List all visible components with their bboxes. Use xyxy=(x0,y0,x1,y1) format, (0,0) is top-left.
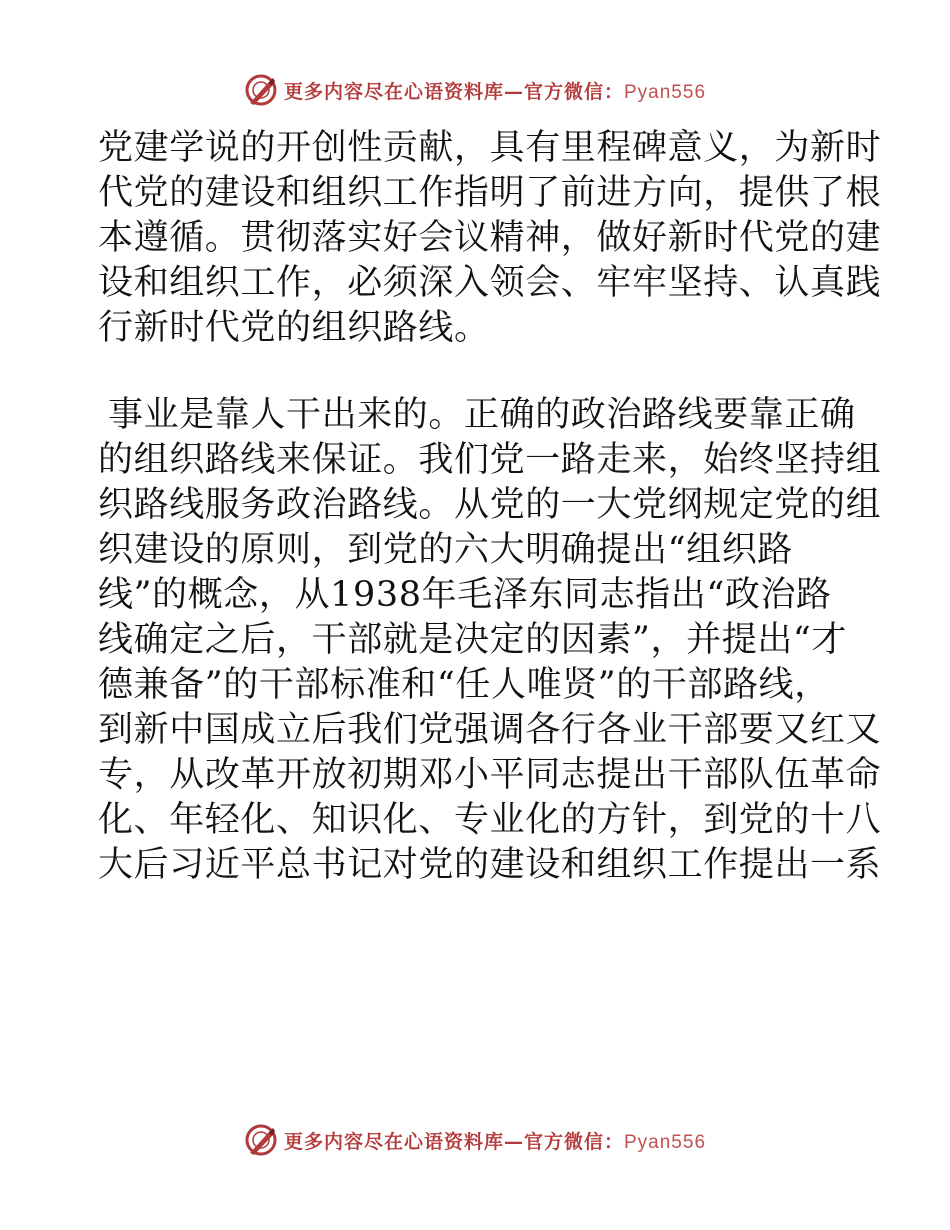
footer-banner xyxy=(0,1120,950,1160)
pen-logo-icon xyxy=(244,1123,278,1157)
paragraph-line: 德兼备”的干部标准和“任人唯贤”的干部路线， xyxy=(98,665,830,705)
document-body xyxy=(98,126,882,888)
paragraph-line: 化、年轻化、知识化、专业化的方针，到党的十八 xyxy=(98,800,882,840)
footer-banner-handle: Pyan556 xyxy=(624,1131,707,1153)
footer-banner-text: 更多内容尽在心语资料库—官方微信：Pyan556 xyxy=(283,1130,707,1153)
paragraph-line: 本遵循。贯彻落实好会议精神，做好新时代党的建 xyxy=(98,218,882,258)
paragraph-line: 专，从改革开放初期邓小平同志提出干部队伍革命 xyxy=(98,755,882,795)
paragraph-line: 设和组织工作，必须深入领会、牢牢坚持、认真践 xyxy=(98,263,882,303)
paragraph-line: 线确定之后，干部就是决定的因素”，并提出“才 xyxy=(98,620,847,660)
paragraph-line: 代党的建设和组织工作指明了前进方向，提供了根 xyxy=(98,173,882,213)
paragraph-line: 到新中国成立后我们党强调各行各业干部要又红又 xyxy=(98,710,882,750)
paragraph-1 xyxy=(98,126,882,351)
paragraph-line: 织建设的原则，到党的六大明确提出“组织路 xyxy=(98,530,793,570)
header-banner-text: 更多内容尽在心语资料库—官方微信：Pyan556 xyxy=(283,80,707,103)
header-banner-handle: Pyan556 xyxy=(624,81,707,103)
pen-logo-icon xyxy=(244,73,278,107)
paragraph-line: 事业是靠人干出来的。正确的政治路线要靠正确 xyxy=(108,395,856,435)
paragraph-line: 线”的概念，从1938年毛泽东同志指出“政治路 xyxy=(98,575,832,615)
paragraph-line: 织路线服务政治路线。从党的一大党纲规定党的组 xyxy=(98,485,882,525)
paragraph-line: 大后习近平总书记对党的建设和组织工作提出一系 xyxy=(98,845,882,885)
paragraph-line: 的组织路线来保证。我们党一路走来，始终坚持组 xyxy=(98,440,882,480)
paragraph-2 xyxy=(98,393,882,888)
paragraph-line: 行新时代党的组织路线。 xyxy=(98,308,490,348)
header-banner xyxy=(0,70,950,110)
paragraph-line: 党建学说的开创性贡献，具有里程碑意义，为新时 xyxy=(98,128,882,168)
